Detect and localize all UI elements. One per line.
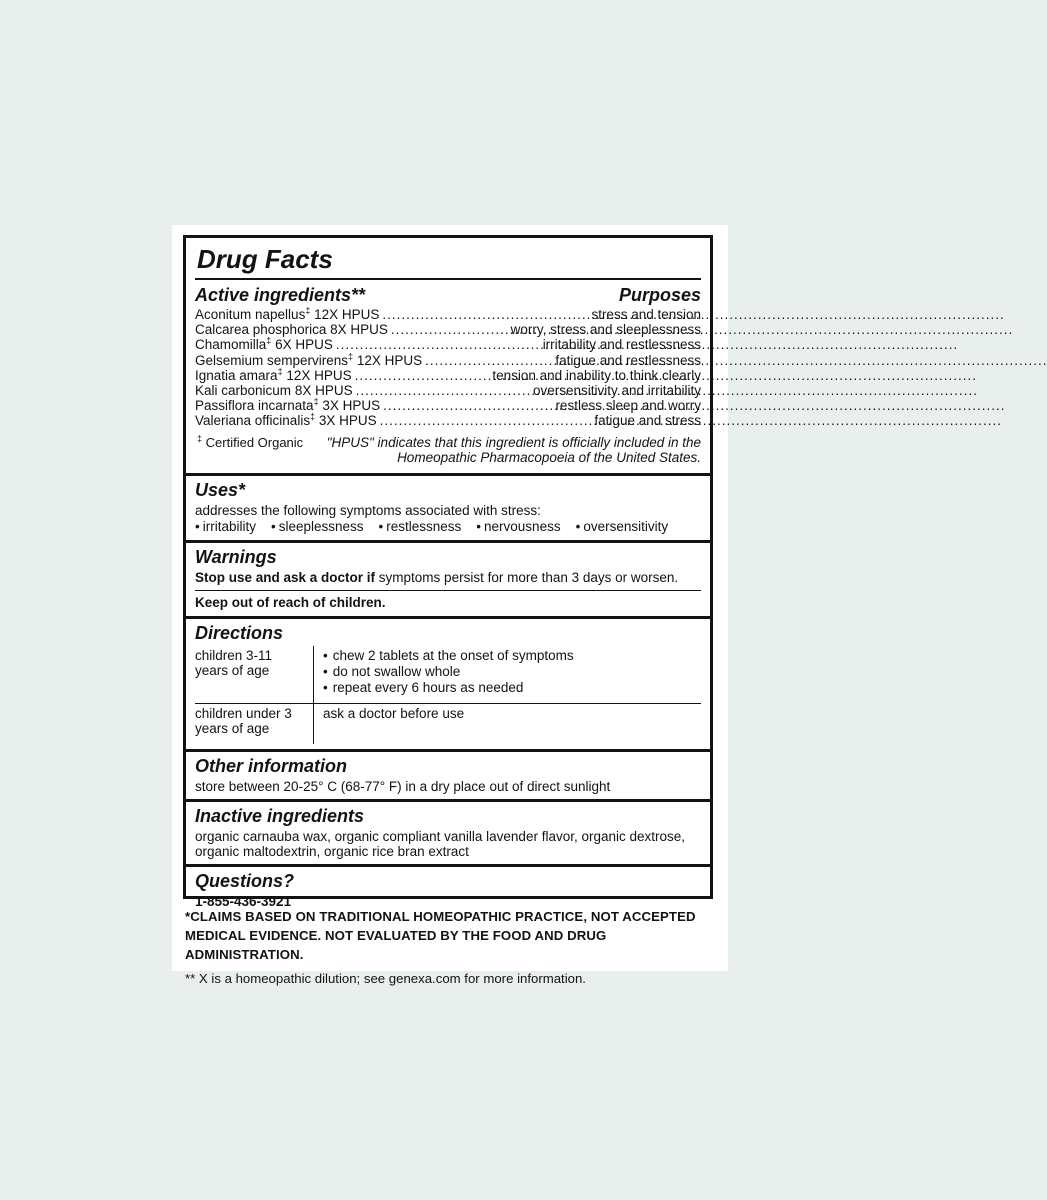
dagger-mark: ‡ [313, 396, 319, 407]
other-information-heading: Other information [195, 755, 347, 776]
ingredient-purpose: restless sleep and worry [555, 398, 701, 414]
dilution-note: ** X is a homeopathic dilution; see genexa.com for more information. [185, 971, 586, 986]
drug-facts-box [183, 235, 713, 909]
dagger-mark: ‡ [348, 351, 354, 362]
ingredient-name-text: Ignatia amara [195, 367, 278, 383]
ingredient-purpose: worry, stress and sleeplessness [510, 322, 701, 338]
section-other-information [186, 749, 710, 799]
uses-bullet-item: • sleeplessness [271, 519, 364, 535]
dot-leader [355, 368, 490, 383]
warnings-heading: Warnings [195, 546, 277, 567]
uses-bullet-item: • nervousness [476, 519, 560, 535]
direction-bullet-item: • repeat every 6 hours as needed [323, 680, 701, 696]
dot-leader [383, 398, 552, 413]
dot-leader [336, 337, 540, 352]
ingredient-name [195, 368, 352, 383]
ingredient-name [195, 337, 333, 352]
uses-bullet-item: • restlessness [379, 519, 462, 535]
section-inactive-ingredients [186, 799, 710, 864]
uses-bullet-item: • oversensitivity [576, 519, 669, 535]
purposes-heading: Purposes [618, 285, 701, 305]
section-uses [186, 473, 710, 540]
ingredient-name-text: Kali carbonicum [195, 383, 292, 399]
ingredient-purpose: fatigue and stress [594, 413, 701, 429]
ingredient-row [195, 413, 701, 428]
ingredient-purpose: fatigue and restlessness [555, 352, 701, 368]
direction-bullet-item: • do not swallow whole [323, 664, 701, 680]
keep-out-of-reach-warning: Keep out of reach of children. [195, 590, 701, 611]
ingredient-row [195, 307, 701, 322]
label-card [172, 225, 728, 986]
ingredient-name [195, 398, 380, 413]
ingredient-name-text: Aconitum napellus [195, 307, 306, 322]
ingredient-purpose: tension and inability to think clearly [492, 367, 701, 383]
dagger-mark: ‡ [310, 411, 316, 422]
ingredient-potency: 3X HPUS [322, 398, 381, 414]
dot-leader [425, 353, 552, 368]
ingredient-purpose: oversensitivity and irritability [532, 383, 701, 399]
label-footer [185, 907, 711, 986]
ingredient-potency: 8X HPUS [294, 383, 353, 399]
ingredient-purpose: irritability and restlessness [542, 337, 701, 353]
stop-use-bold: Stop use and ask a doctor if [195, 569, 376, 585]
ingredient-row [195, 337, 701, 352]
ingredient-name-text: Gelsemium sempervirens [195, 352, 349, 368]
section-active-ingredients [186, 238, 710, 473]
ingredient-name [195, 307, 379, 322]
ingredient-name [195, 413, 377, 428]
ingredient-row [195, 398, 701, 413]
dot-leader [380, 413, 592, 428]
directions-row [195, 646, 701, 703]
ingredient-row [195, 353, 701, 368]
hpus-note: "HPUS" indicates that this ingredient is officially included in the Homeopathic Pharmacopoeia of the United States. [326, 434, 701, 466]
inactive-ingredients-text: organic carnauba wax, organic compliant vanilla lavender flavor, organic dextrose, organic maltodextrin, organic rice bran extract [195, 828, 686, 859]
ingredient-potency: 3X HPUS [318, 413, 377, 429]
dagger-mark: ‡ [197, 433, 203, 444]
ingredient-row [195, 368, 701, 383]
ingredient-potency: 6X HPUS [275, 337, 333, 353]
dagger-mark: ‡ [305, 305, 311, 316]
dot-leader [382, 307, 588, 322]
inactive-ingredients-heading: Inactive ingredients [195, 805, 365, 826]
directions-row [195, 703, 701, 743]
uses-heading: Uses* [195, 479, 246, 500]
ingredient-potency: 12X HPUS [314, 307, 380, 322]
storage-instructions: store between 20-25° C (68-77° F) in a dry place out of direct sunlight [195, 778, 611, 794]
instructions-cell [313, 646, 701, 703]
questions-heading: Questions? [195, 870, 295, 891]
ingredient-name-text: Calcarea phosphorica [195, 322, 327, 338]
direction-bullet-item: • chew 2 tablets at the onset of symptoms [323, 648, 701, 664]
certified-organic-text: Certified Organic [205, 434, 304, 450]
drug-facts-title: Drug Facts [195, 242, 701, 280]
ingredient-potency: 12X HPUS [286, 367, 352, 383]
ingredient-name [195, 353, 422, 368]
ingredient-row [195, 383, 701, 398]
section-warnings [186, 540, 710, 617]
ingredient-name [195, 322, 388, 337]
directions-heading: Directions [195, 623, 284, 644]
stop-use-warning [195, 570, 701, 586]
uses-intro: addresses the following symptoms associated with stress: [195, 502, 541, 518]
dagger-mark: ‡ [266, 335, 272, 346]
dagger-mark: ‡ [277, 366, 283, 377]
directions-table [195, 646, 701, 743]
age-group-cell: children under 3 years of age [195, 706, 292, 737]
phone-number: 1-855-436-3921 [195, 893, 292, 909]
ingredient-purpose: stress and tension [591, 307, 701, 322]
ingredient-potency: 12X HPUS [356, 352, 423, 368]
ingredient-name-text: Chamomilla [195, 337, 267, 353]
uses-bullet-list [195, 519, 701, 535]
active-ingredients-header [195, 285, 701, 305]
stop-use-rest: symptoms persist for more than 3 days or worsen. [375, 569, 679, 585]
age-group-cell: children 3-11 years of age [195, 648, 273, 679]
instructions-cell: ask a doctor before use [313, 704, 701, 743]
section-directions [186, 616, 710, 748]
ingredient-name-text: Valeriana officinalis [195, 413, 311, 429]
claims-disclaimer: *CLAIMS BASED ON TRADITIONAL HOMEOPATHIC PRACTICE, NOT ACCEPTED MEDICAL EVIDENCE. NOT EVALUATED BY THE FOOD AND DRUG ADMINISTRATION. [185, 909, 696, 962]
active-ingredients-heading: Active ingredients** [195, 285, 366, 305]
uses-bullet-item: • irritability [195, 519, 256, 535]
ingredient-name [195, 383, 353, 398]
certified-organic-note [195, 435, 303, 466]
ingredients-footnote [195, 435, 701, 468]
dot-leader [356, 383, 530, 398]
ingredient-name-text: Passiflora incarnata [195, 398, 314, 414]
ingredient-potency: 8X HPUS [330, 322, 388, 338]
dot-leader [391, 322, 508, 337]
